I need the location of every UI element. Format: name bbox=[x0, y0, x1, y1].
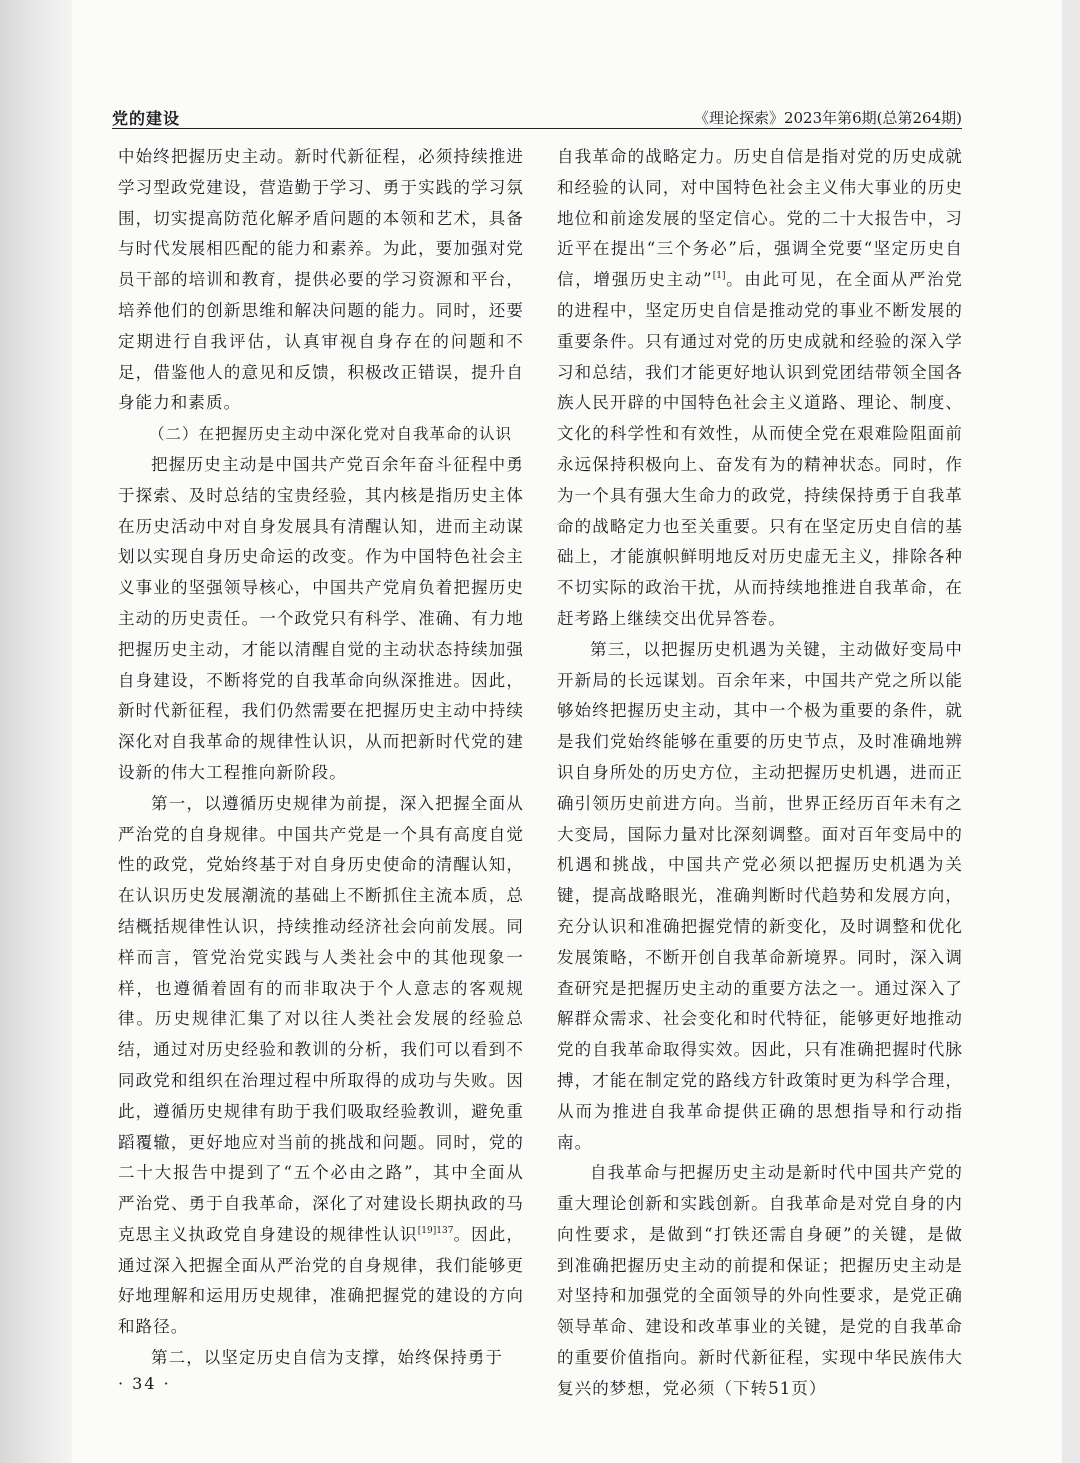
paragraph: 自我革命与把握历史主动是新时代中国共产党的重大理论创新和实践创新。自我革命是对党自身的内向性要求，是做到“打铁还需自身硬”的关键，是做到准确把握历史主动的前提和保证；把握历史主动是对坚持和加强党的全面领导的外向性要求，是党正确领导革命、建设和改革事业的关键，是党的自我革命的重要价值指向。新时代新征程，实现中华民族伟大复兴的梦想，党必须（下转51页） bbox=[557, 1163, 963, 1398]
right-column bbox=[557, 142, 963, 1398]
paragraph bbox=[557, 142, 963, 635]
page-margin-shadow bbox=[0, 0, 72, 1463]
journal-info: 《理论探索》2023年第6期(总第264期) bbox=[693, 109, 962, 127]
citation-marker: [1] bbox=[712, 271, 726, 282]
subheading: （二）在把握历史主动中深化党对自我革命的认识 bbox=[149, 425, 513, 444]
paragraph bbox=[118, 789, 524, 1343]
paragraph: 第二，以坚定历史自信为支撑，始终保持勇于 bbox=[151, 1348, 503, 1368]
page-number: · 34 · bbox=[118, 1374, 171, 1393]
paragraph: 第三，以把握历史机遇为关键，主动做好变局中开新局的长远谋划。百余年来，中国共产党之所以能够始终把握历史主动，其中一个极为重要的条件，就是我们党始终能够在重要的历史节点，及时准确地辨识自身所处的历史方位，主动把握历史机遇，进而正确引领历史前进方向。当前，世界正经历百年未有之大变局，国际力量对比深刻调整。面对百年变局中的机遇和挑战，中国共产党必须以把握历史机遇为关键，提高战略眼光，准确判断时代趋势和发展方向，充分认识和准确把握党情的新变化，及时调整和优化发展策略，不断开创自我革命新境界。同时，深入调查研究是把握历史主动的重要方法之一。通过深入了解群众需求、社会变化和时代特征，能够更好地推动党的自我革命取得实效。因此，只有准确把握时代脉搏，才能在制定党的路线方针政策时更为科学合理，从而为推进自我革命提供正确的思想指导和行动指南。 bbox=[557, 639, 963, 1152]
section-title: 党的建设 bbox=[112, 109, 181, 128]
paragraph-text: 自我革命的战略定力。历史自信是指对党的历史成就和经验的认同，对中国特色社会主义伟大事业的历史地位和前途发展的坚定信心。党的二十大报告中，习近平在提出“三个务必”后，强调全党要“坚定历史自信，增强历史主动” bbox=[557, 147, 963, 290]
paragraph-text: 。由此可见，在全面从严治党的进程中，坚定历史自信是推动党的事业不断发展的重要条件。只有通过对党的历史成就和经验的深入学习和总结，我们才能更好地认识到党团结带领全国各族人民开辟的中国特色社会主义道路、理论、制度、文化的科学性和有效性，从而使全党在艰难险阻面前永远保持积极向上、奋发有为的精神状态。同时，作为一个具有强大生命力的政党，持续保持勇于自我革命的战略定力也至关重要。只有在坚定历史自信的基础上，才能旗帜鲜明地反对历史虚无主义，排除各种不切实际的政治干扰，从而持续地推进自我革命，在赶考路上继续交出优异答卷。 bbox=[557, 270, 963, 628]
paragraph-text: 。因此，通过深入把握全面从严治党的自身规律，我们能够更好地理解和运用历史规律，准确把握党的建设的方向和路径。 bbox=[118, 1224, 524, 1337]
header-rule bbox=[112, 128, 962, 129]
paragraph: 中始终把握历史主动。新时代新征程，必须持续推进学习型政党建设，营造勤于学习、勇于实践的学习氛围，切实提高防范化解矛盾问题的本领和艺术，具备与时代发展相匹配的能力和素养。为此，要加强对党员干部的培训和教育，提供必要的学习资源和平台，培养他们的创新思维和解决问题的能力。同时，还要定期进行自我评估，认真审视自身存在的问题和不足，借鉴他人的意见和反馈，积极改正错误，提升自身能力和素质。 bbox=[118, 147, 524, 413]
citation-marker: [19]137 bbox=[417, 1225, 454, 1236]
paragraph: 把握历史主动是中国共产党百余年奋斗征程中勇于探索、及时总结的宝贵经验，其内核是指历史主体在历史活动中对自身发展具有清醒认知，进而主动谋划以实现自身历史命运的改变。作为中国特色社会主义事业的坚强领导核心，中国共产党肩负着把握历史主动的历史责任。一个政党只有科学、准确、有力地把握历史主动，才能以清醒自觉的主动状态持续加强自身建设，不断将党的自我革命向纵深推进。因此，新时代新征程，我们仍然需要在把握历史主动中持续深化对自我革命的规律性认识，从而把新时代党的建设新的伟大工程推向新阶段。 bbox=[118, 454, 524, 782]
paragraph-text: 第一，以遵循历史规律为前提，深入把握全面从严治党的自身规律。中国共产党是一个具有高度自觉性的政党，党始终基于对自身历史使命的清醒认知，在认识历史发展潮流的基础上不断抓住主流本质，总结概括规律性认识，持续推动经济社会向前发展。同样而言，管党治党实践与人类社会中的其他现象一样，也遵循着固有的而非取决于个人意志的客观规律。历史规律汇集了对以往人类社会发展的经验总结，通过对历史经验和教训的分析，我们可以看到不同政党和组织在治理过程中所取得的成功与失败。因此，遵循历史规律有助于我们吸取经验教训，避免重蹈覆辙，更好地应对当前的挑战和问题。同时，党的二十大报告中提到了“五个必由之路”，其中全面从严治党、勇于自我革命，深化了对建设长期执政的马克思主义执政党自身建设的规律性认识 bbox=[118, 793, 524, 1244]
left-column bbox=[118, 142, 524, 1368]
running-header bbox=[112, 106, 962, 128]
